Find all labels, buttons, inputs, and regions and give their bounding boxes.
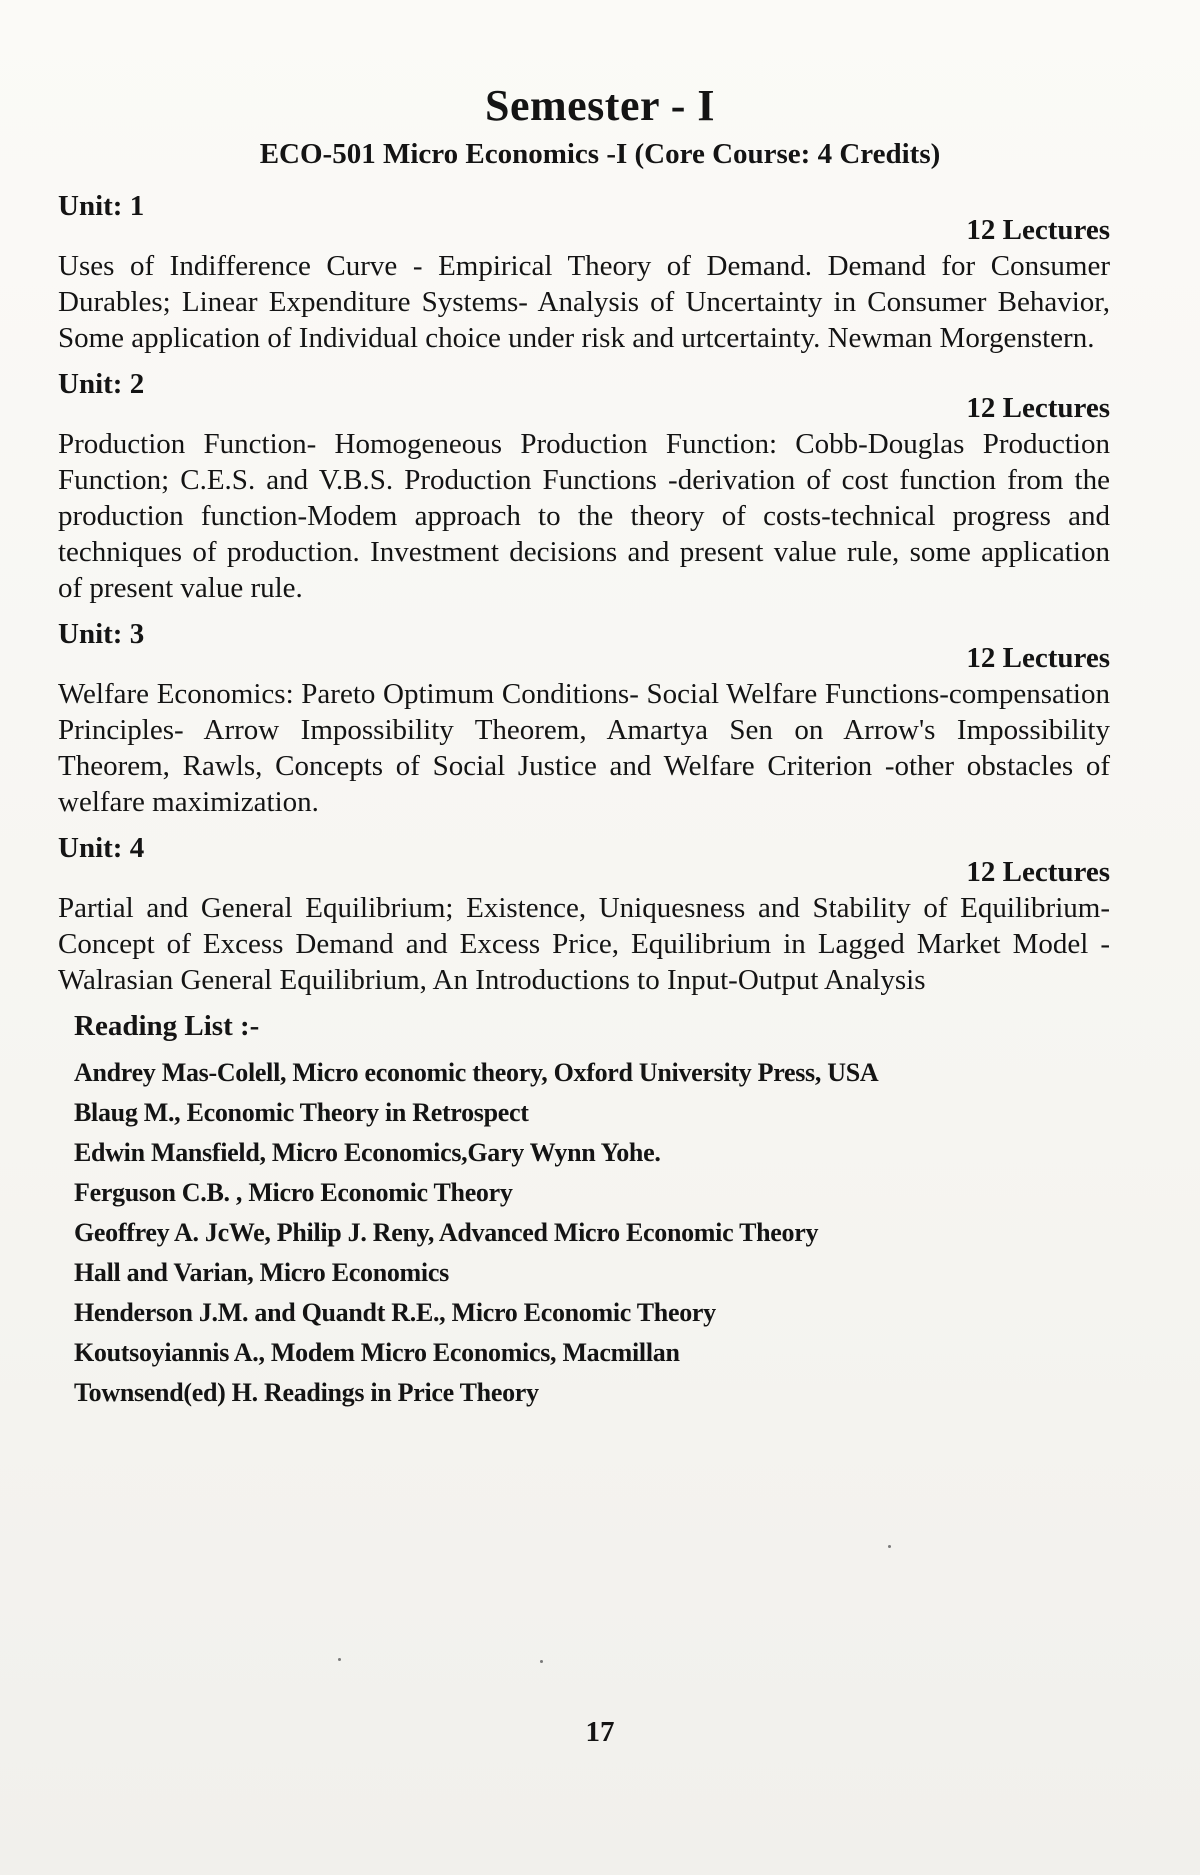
unit-4-label: Unit: 4 <box>58 832 145 864</box>
unit-3-label: Unit: 3 <box>58 618 145 650</box>
unit-4-header <box>58 832 1110 890</box>
unit-1-header <box>58 190 1110 248</box>
scan-speck <box>540 1660 543 1663</box>
reading-list-item: Geoffrey A. JcWe, Philip J. Reny, Advanced Micro Economic Theory <box>74 1218 819 1247</box>
unit-2-lectures: 12 Lectures <box>966 392 1110 424</box>
reading-list-item: Ferguson C.B. , Micro Economic Theory <box>74 1178 513 1207</box>
unit-4-section <box>58 832 1110 998</box>
reading-list-item: Andrey Mas-Colell, Micro economic theory, Oxford University Press, USA <box>74 1058 879 1087</box>
page-content <box>58 190 1110 1413</box>
unit-4-lectures: 12 Lectures <box>966 856 1110 888</box>
unit-1-text: Uses of Indifference Curve - Empirical Theory of Demand. Demand for Consumer Durables; Linear Expenditure Systems- Analysis of Uncertainty in Consumer Behavior, Some application of Individual choice under risk and urtcertainty. Newman Morgenstern. <box>58 250 1110 354</box>
reading-list-item: Hall and Varian, Micro Economics <box>74 1258 449 1287</box>
reading-list <box>58 1053 1110 1413</box>
unit-1-lectures: 12 Lectures <box>966 214 1110 246</box>
unit-2-section <box>58 368 1110 606</box>
page-title: Semester - I <box>485 81 715 130</box>
reading-list-heading: Reading List :- <box>74 1010 260 1042</box>
course-title: ECO-501 Micro Economics -I (Core Course: 4 Credits) <box>259 138 941 170</box>
unit-2-header <box>58 368 1110 426</box>
unit-2-text: Production Function- Homogeneous Production Function: Cobb-Douglas Production Function; C.E.S. and V.B.S. Production Functions -derivation of cost function from the production function-Modem approach to the theory of costs-technical progress and techniques of production. Investment decisions and present value rule, some application of present value rule. <box>58 428 1110 604</box>
unit-3-lectures: 12 Lectures <box>966 642 1110 674</box>
unit-3-header <box>58 618 1110 676</box>
unit-2-label: Unit: 2 <box>58 368 145 400</box>
unit-1-section <box>58 190 1110 356</box>
unit-3-text: Welfare Economics: Pareto Optimum Conditions- Social Welfare Functions-compensation Principles- Arrow Impossibility Theorem, Amartya Sen on Arrow's Impossibility Theorem, Rawls, Concepts of Social Justice and Welfare Criterion -other obstacles of welfare maximization. <box>58 678 1110 818</box>
unit-1-label: Unit: 1 <box>58 190 145 222</box>
reading-list-item: Edwin Mansfield, Micro Economics,Gary Wynn Yohe. <box>74 1138 661 1167</box>
page-number: 17 <box>585 1716 615 1748</box>
scan-speck <box>338 1658 341 1661</box>
reading-list-item: Koutsoyiannis A., Modem Micro Economics, Macmillan <box>74 1338 680 1367</box>
unit-4-text: Partial and General Equilibrium; Existence, Uniquesness and Stability of Equilibrium- Concept of Excess Demand and Excess Price, Equilibrium in Lagged Market Model - Walrasian General Equilibrium, An Introductions to Input-Output Analysis <box>58 892 1110 996</box>
scan-speck <box>888 1545 891 1548</box>
unit-3-section <box>58 618 1110 820</box>
reading-list-item: Townsend(ed) H. Readings in Price Theory <box>74 1378 539 1407</box>
reading-list-item: Blaug M., Economic Theory in Retrospect <box>74 1098 529 1127</box>
reading-list-item: Henderson J.M. and Quandt R.E., Micro Economic Theory <box>74 1298 716 1327</box>
